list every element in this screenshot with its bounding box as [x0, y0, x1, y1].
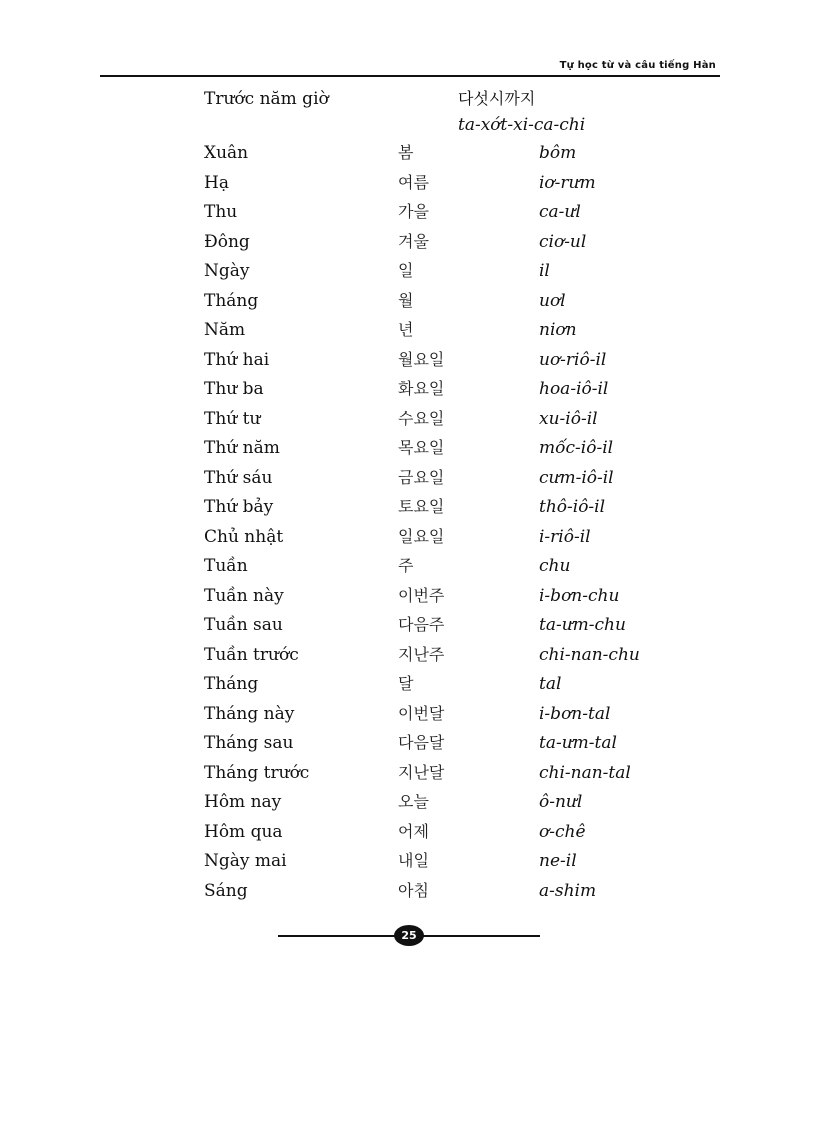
vocab-korean: 화요일 — [398, 379, 445, 398]
vocab-vietnamese: Thứ sáu — [204, 467, 273, 488]
vocab-row — [204, 850, 684, 880]
vocab-korean: 년 — [398, 320, 414, 339]
vocab-vietnamese: Thứ hai — [204, 349, 270, 370]
vocab-row — [204, 644, 684, 674]
vocab-vietnamese: Ngày — [204, 261, 250, 281]
vocab-korean: 달 — [398, 674, 414, 693]
vocab-romanization: i-bơn-tal — [539, 703, 611, 724]
running-header-title: Tự học từ và câu tiếng Hàn — [559, 60, 716, 71]
vocab-row — [204, 526, 684, 556]
vocab-korean: 겨울 — [398, 231, 429, 251]
vocab-korean: 목요일 — [398, 438, 445, 457]
vocab-vietnamese: Tháng — [204, 290, 259, 311]
vocab-korean: 일 — [398, 261, 414, 280]
vocab-vietnamese: Chủ nhật — [204, 526, 284, 547]
vocab-row — [204, 319, 684, 349]
vocab-vietnamese: Ngày mai — [204, 851, 287, 871]
vocab-korean: 지난주 — [398, 644, 445, 664]
vocab-row — [204, 349, 684, 379]
vocab-romanization: thô-iô-il — [539, 497, 606, 517]
vocab-korean: 다음주 — [398, 615, 445, 634]
vocab-vietnamese: Tuần này — [204, 585, 284, 606]
vocab-row — [204, 290, 684, 320]
vocab-romanization: cưm-iô-il — [539, 467, 614, 488]
vocab-vietnamese: Tháng trước — [204, 762, 310, 783]
vocab-vietnamese: Tuần sau — [204, 615, 283, 635]
vocab-korean: 금요일 — [398, 467, 445, 487]
vocab-romanization: chi-nan-tal — [539, 762, 631, 783]
vocab-romanization: il — [539, 261, 550, 281]
vocab-row — [204, 555, 684, 585]
vocab-romanization: chi-nan-chu — [539, 644, 640, 665]
vocab-vietnamese: Hôm qua — [204, 821, 283, 842]
vocab-row — [204, 437, 684, 467]
vocab-korean: 어제 — [398, 821, 429, 841]
vocab-vietnamese: Hôm nay — [204, 792, 282, 812]
vocab-romanization: bôm — [539, 143, 577, 163]
vocab-row — [204, 201, 684, 231]
header-divider — [100, 75, 720, 77]
vocab-vietnamese: Tháng — [204, 674, 259, 694]
vocab-row — [204, 408, 684, 438]
vocab-row — [204, 673, 684, 703]
vocab-korean: 가을 — [398, 202, 429, 221]
vocab-vietnamese: Tháng sau — [204, 733, 294, 753]
vocab-korean: 봄 — [398, 143, 414, 162]
vocab-row — [204, 260, 684, 290]
intro-romanization: ta-xớt-xi-ca-chi — [458, 115, 586, 135]
vocab-korean: 이번달 — [398, 703, 445, 723]
vocab-korean: 수요일 — [398, 408, 445, 428]
vocab-korean: 오늘 — [398, 792, 429, 811]
intro-korean: 다섯시까지 — [458, 89, 536, 108]
vocab-romanization: uơl — [539, 290, 566, 311]
vocab-vietnamese: Tuần — [204, 556, 248, 576]
vocab-row — [204, 821, 684, 851]
vocab-row — [204, 732, 684, 762]
vocab-vietnamese: Hạ — [204, 172, 229, 193]
vocab-korean: 다음달 — [398, 733, 445, 752]
vocabulary-list — [204, 142, 684, 909]
vocab-romanization: a-shim — [539, 880, 597, 901]
vocab-romanization: chu — [539, 556, 571, 576]
vocab-row — [204, 496, 684, 526]
vocab-korean: 이번주 — [398, 585, 445, 605]
vocab-row — [204, 791, 684, 821]
vocab-row — [204, 378, 684, 408]
vocab-romanization: niơn — [539, 320, 577, 340]
vocab-romanization: mốc-iô-il — [539, 438, 614, 458]
vocab-korean: 토요일 — [398, 497, 445, 516]
vocab-row — [204, 762, 684, 792]
vocab-romanization: tal — [539, 674, 562, 694]
vocab-romanization: ô-nưl — [539, 792, 583, 812]
vocab-romanization: i-riô-il — [539, 526, 591, 547]
vocab-korean: 아침 — [398, 880, 429, 900]
vocab-romanization: i-bơn-chu — [539, 585, 620, 606]
vocab-korean: 월 — [398, 290, 414, 310]
vocab-korean: 일요일 — [398, 526, 445, 546]
vocab-row — [204, 231, 684, 261]
vocab-row — [204, 467, 684, 497]
vocab-romanization: iơ-rưm — [539, 172, 596, 193]
vocab-vietnamese: Năm — [204, 320, 246, 340]
vocab-vietnamese: Thu — [204, 202, 238, 222]
vocab-row — [204, 880, 684, 910]
vocab-korean: 지난달 — [398, 762, 445, 782]
vocab-row — [204, 614, 684, 644]
vocab-romanization: ta-ưm-tal — [539, 733, 617, 753]
vocab-vietnamese: Thứ bảy — [204, 497, 274, 517]
vocab-vietnamese: Thứ năm — [204, 438, 280, 458]
vocab-korean: 주 — [398, 556, 414, 575]
vocab-vietnamese: Xuân — [204, 143, 249, 163]
vocab-row — [204, 142, 684, 172]
vocab-row — [204, 585, 684, 615]
vocab-romanization: xu-iô-il — [539, 408, 598, 429]
vocab-romanization: ta-ưm-chu — [539, 615, 626, 635]
vocab-korean: 여름 — [398, 172, 429, 192]
vocab-row — [204, 172, 684, 202]
vocab-korean: 월요일 — [398, 349, 445, 369]
vocab-romanization: ne-il — [539, 851, 577, 871]
vocab-vietnamese: Thư ba — [204, 379, 264, 399]
vocab-romanization: ciơ-ul — [539, 231, 587, 252]
page-number-badge: 25 — [394, 925, 424, 946]
vocab-korean: 내일 — [398, 851, 429, 870]
vocab-romanization: uơ-riô-il — [539, 349, 607, 370]
intro-vietnamese: Trước năm giờ — [204, 89, 329, 109]
vocab-vietnamese: Sáng — [204, 880, 248, 901]
vocab-vietnamese: Đông — [204, 231, 250, 252]
vocab-romanization: hoa-iô-il — [539, 379, 609, 399]
vocab-vietnamese: Tháng này — [204, 703, 295, 724]
vocab-romanization: ca-ưl — [539, 202, 581, 222]
vocab-row — [204, 703, 684, 733]
vocab-romanization: ơ-chê — [539, 821, 586, 842]
vocab-vietnamese: Thứ tư — [204, 408, 261, 429]
vocab-vietnamese: Tuần trước — [204, 644, 299, 665]
